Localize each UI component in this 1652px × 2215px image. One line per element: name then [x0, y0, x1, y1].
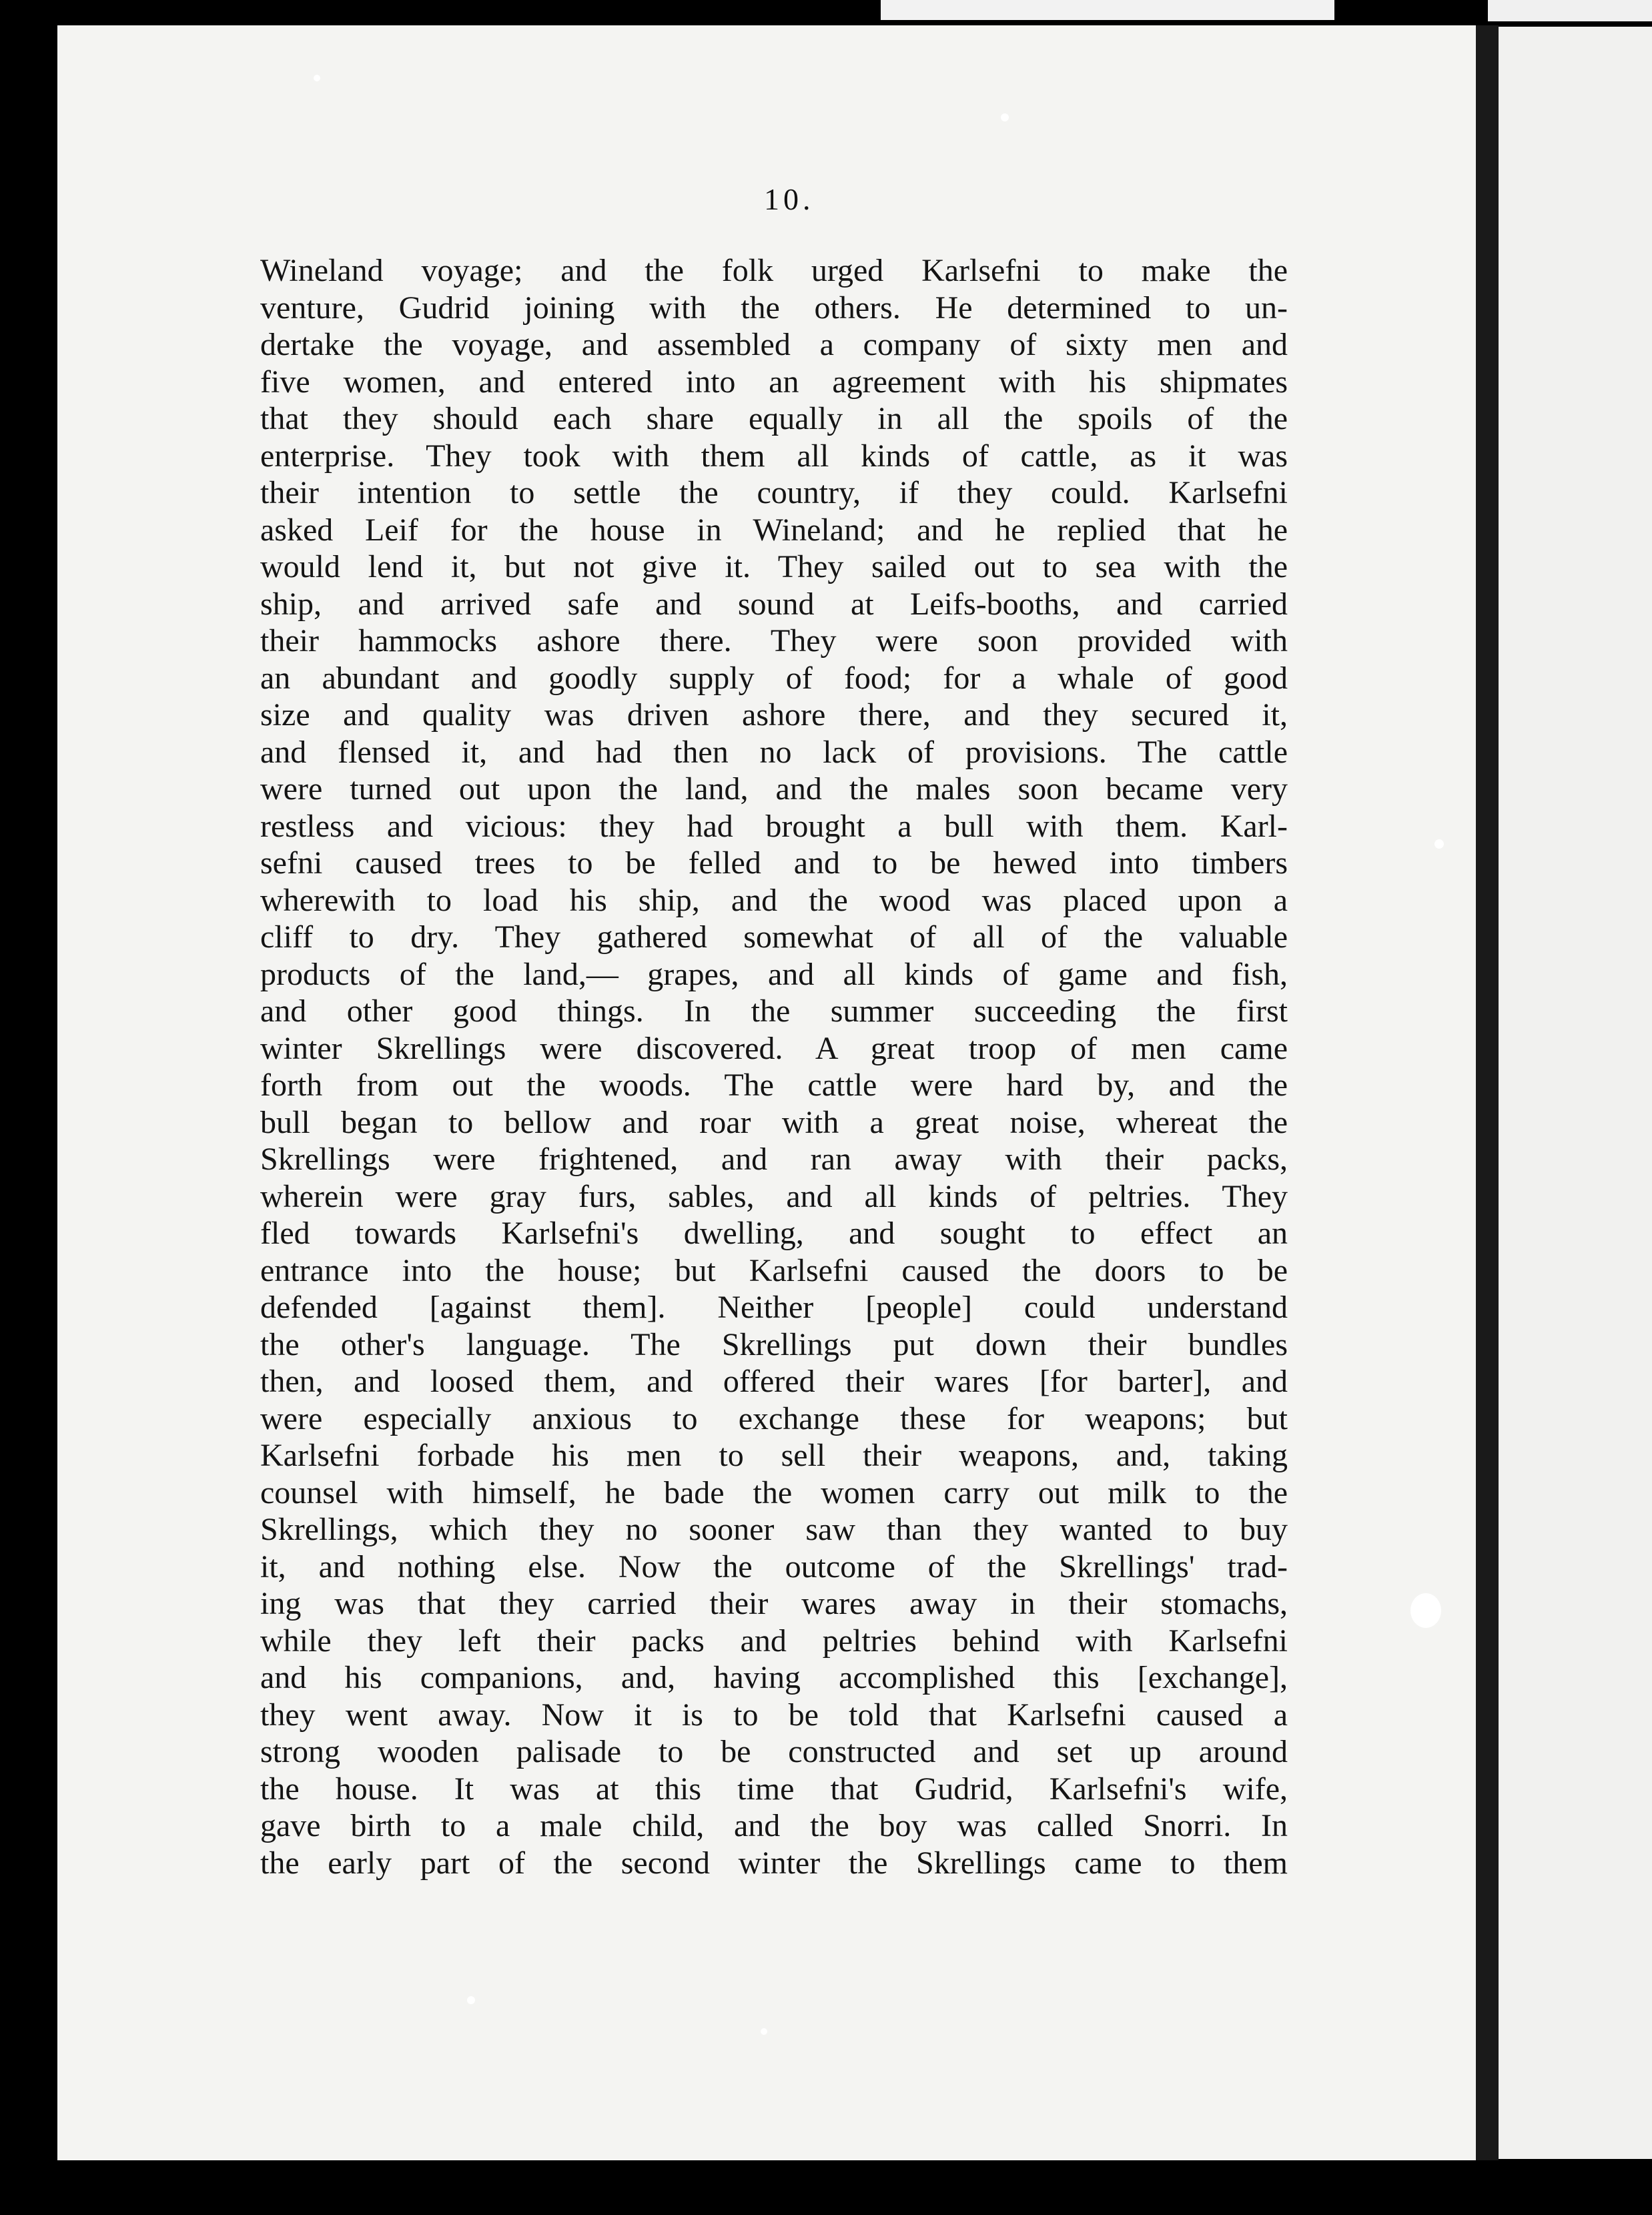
text-line: restless and vicious: they had brought a bull with them. Karl-	[260, 808, 1288, 844]
text-line: Wineland voyage; and the folk urged Karlsefni to make the	[260, 253, 1288, 288]
text-line: wherein were gray furs, sables, and all kinds of peltries. They	[260, 1178, 1288, 1214]
text-line: and his companions, and, having accomplished this [exchange],	[260, 1660, 1288, 1695]
scan-speck	[1001, 113, 1009, 121]
body-text	[260, 252, 1288, 1881]
text-line: it, and nothing else. Now the outcome of the Skrellings' trad-	[260, 1548, 1288, 1585]
text-line: the other's language. The Skrellings put down their bundles	[260, 1326, 1288, 1362]
adjacent-page-edge-top-right	[1488, 0, 1652, 21]
scan-speck	[1434, 839, 1444, 849]
text-line: entrance into the house; but Karlsefni caused the doors to be	[260, 1252, 1288, 1288]
text-line: Skrellings, which they no sooner saw than they wanted to buy	[260, 1512, 1288, 1547]
text-line: strong wooden palisade to be constructed and set up around	[260, 1734, 1288, 1769]
text-line: asked Leif for the house in Wineland; and he replied that he	[260, 512, 1288, 548]
text-line: five women, and entered into an agreement with his shipmates	[260, 364, 1288, 400]
text-line: gave birth to a male child, and the boy was called Snorri. In	[260, 1808, 1288, 1843]
text-line: enterprise. They took with them all kinds of cattle, as it was	[260, 438, 1288, 474]
text-line: dertake the voyage, and assembled a company of sixty men and	[260, 327, 1288, 362]
text-line: sefni caused trees to be felled and to be hewed into timbers	[260, 845, 1288, 881]
page-number: 10.	[764, 182, 815, 216]
text-line: and flensed it, and had then no lack of provisions. The cattle	[260, 734, 1288, 770]
text-line: winter Skrellings were discovered. A great troop of men came	[260, 1030, 1288, 1066]
text-line: venture, Gudrid joining with the others. He determined to un-	[260, 290, 1288, 326]
book-gutter	[1476, 25, 1499, 2160]
text-line: their hammocks ashore there. They were soon provided with	[260, 623, 1288, 658]
text-line: Skrellings were frightened, and ran away with their packs,	[260, 1142, 1288, 1177]
text-line: size and quality was driven ashore there, and they secured it,	[260, 697, 1288, 733]
text-line: then, and loosed them, and offered their wares [for barter], and	[260, 1364, 1288, 1399]
text-line: products of the land,— grapes, and all kinds of game and fish,	[260, 956, 1288, 992]
text-line: while they left their packs and peltries behind with Karlsefni	[260, 1623, 1288, 1659]
adjacent-page-edge-top	[881, 0, 1334, 20]
text-line: were turned out upon the land, and the males soon became very	[260, 771, 1288, 807]
scan-speck	[1410, 1593, 1441, 1628]
text-line: and other good things. In the summer succeeding the first	[260, 993, 1288, 1029]
text-line: ship, and arrived safe and sound at Leifs-booths, and carried	[260, 586, 1288, 622]
text-line: ing was that they carried their wares away in their stomachs,	[260, 1586, 1288, 1621]
text-line: wherewith to load his ship, and the wood was placed upon a	[260, 882, 1288, 918]
text-line: defended [against them]. Neither [people] could understand	[260, 1290, 1288, 1325]
text-line: their intention to settle the country, if they could. Karlsefni	[260, 475, 1288, 510]
text-line: cliff to dry. They gathered somewhat of all of the valuable	[260, 919, 1288, 955]
text-line: counsel with himself, he bade the women carry out milk to the	[260, 1474, 1288, 1510]
text-line: would lend it, but not give it. They sailed out to sea with the	[260, 549, 1288, 584]
text-line: bull began to bellow and roar with a great noise, whereat the	[260, 1104, 1288, 1140]
text-line: the house. It was at this time that Gudrid, Karlsefni's wife,	[260, 1771, 1288, 1807]
scan-speck	[314, 75, 320, 81]
text-line: Karlsefni forbade his men to sell their weapons, and, taking	[260, 1438, 1288, 1473]
text-line: fled towards Karlsefni's dwelling, and sought to effect an	[260, 1216, 1288, 1251]
text-line: that they should each share equally in all the spoils of the	[260, 401, 1288, 436]
scan-speck	[467, 1996, 475, 2004]
facing-page-edge	[1499, 27, 1652, 2159]
scan-speck	[761, 2028, 767, 2035]
text-line: were especially anxious to exchange these for weapons; but	[260, 1400, 1288, 1436]
text-line: the early part of the second winter the Skrellings came to them	[260, 1845, 1288, 1881]
text-line: forth from out the woods. The cattle were hard by, and the	[260, 1067, 1288, 1103]
text-line: they went away. Now it is to be told that Karlsefni caused a	[260, 1697, 1288, 1733]
text-line: an abundant and goodly supply of food; for a whale of good	[260, 660, 1288, 696]
